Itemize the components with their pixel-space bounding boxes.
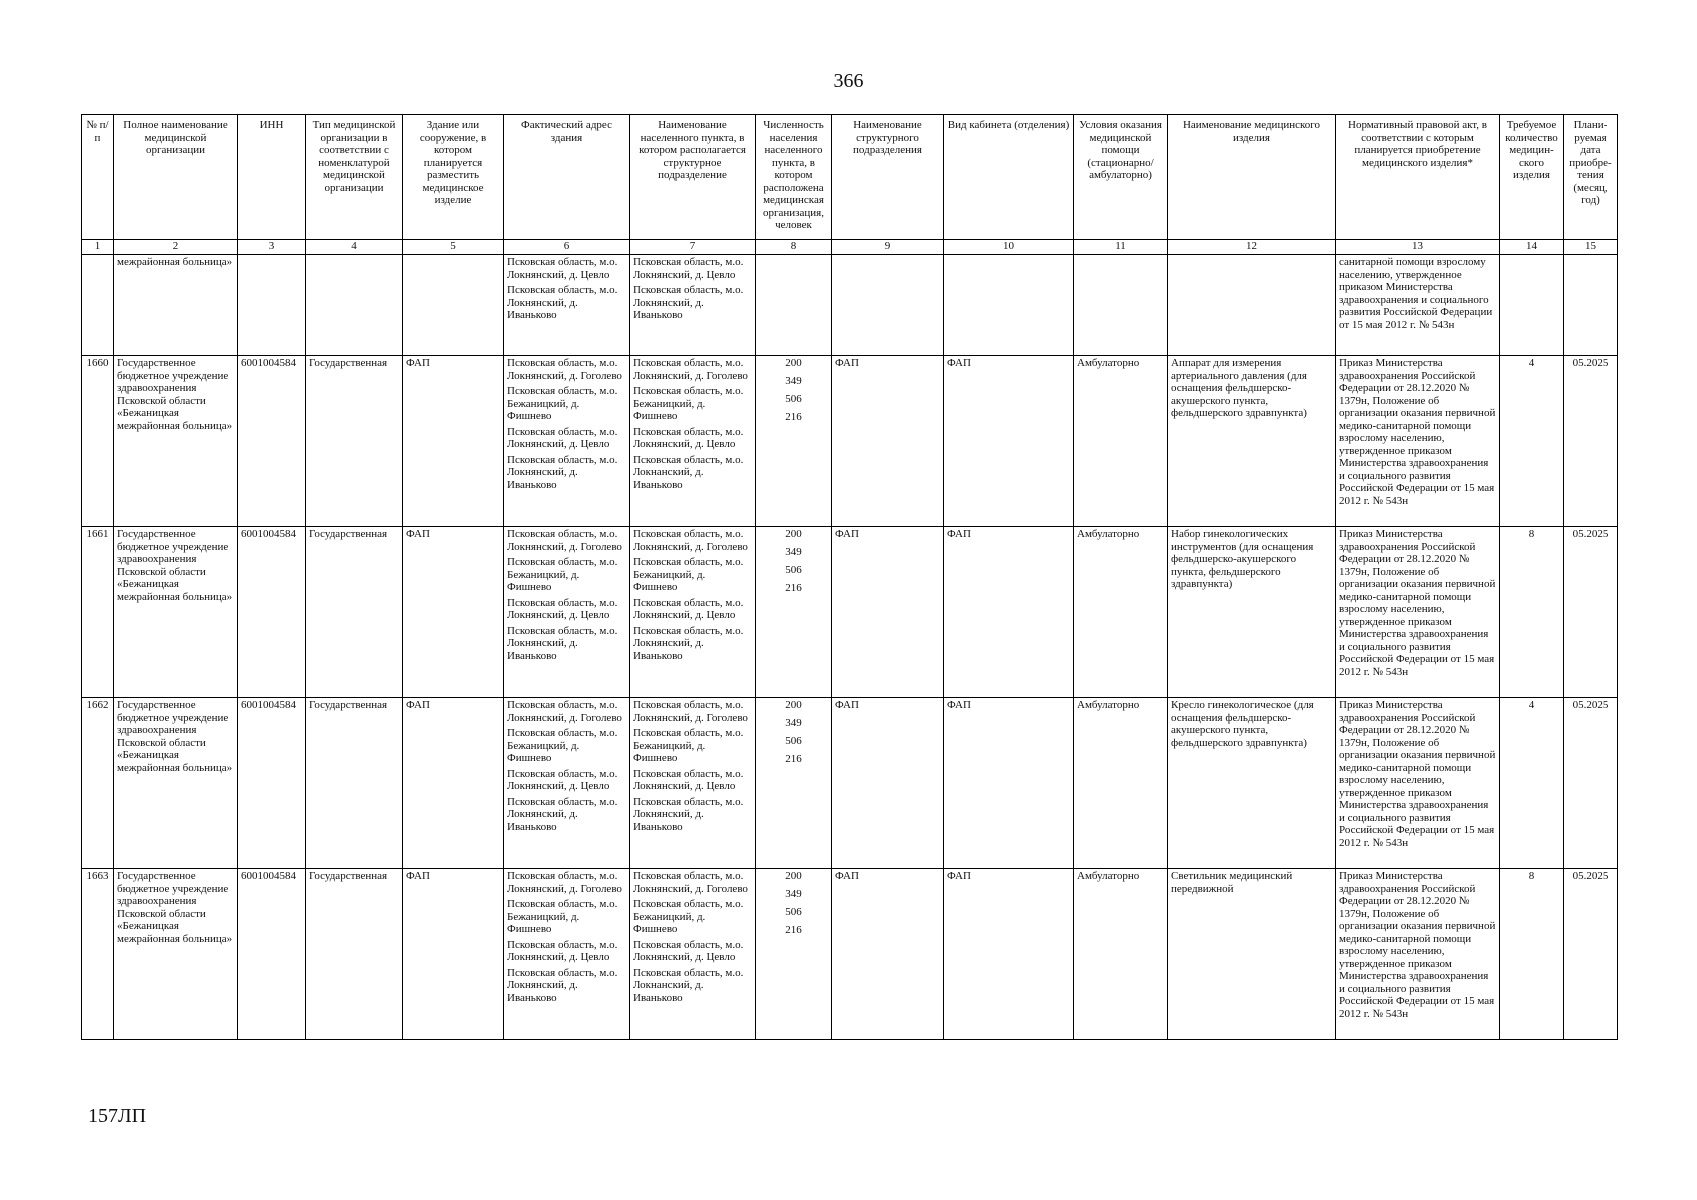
cell-building: ФАП	[403, 869, 504, 1040]
cell-address	[504, 255, 630, 356]
cell-address	[504, 698, 630, 869]
address-entry: Псковская область, м.о. Локнянский, д. Гоголево	[507, 699, 622, 724]
settlement-entry: Псковская область, м.о. Локнанский, д. Иваньково	[633, 966, 744, 1004]
header-building: Здание или сооружение, в котором планируется разместить медицинское изделие	[403, 115, 504, 240]
cell-conditions: Амбулаторно	[1074, 356, 1168, 527]
population-value: 200	[785, 870, 802, 882]
document-code: 157ЛП	[88, 1105, 147, 1127]
settlement-entry: Псковская область, м.о. Локнянский, д. Иваньково	[633, 624, 744, 662]
settlement-entry: Псковская область, м.о. Локнянский, д. Гоголево	[633, 357, 748, 382]
cell-subdivision: ФАП	[832, 527, 944, 698]
column-number: 6	[504, 240, 630, 255]
cell-building: ФАП	[403, 356, 504, 527]
cell-legal-act: Приказ Министерства здравоохранения Российской Федерации от 28.12.2020 № 1379н, Положение об организации оказания первичной медико-санитарной помощи взрослому населению, утвержденное приказом Министерства здравоохранения и социального развития Российской Федерации от 15 мая 2012 г. № 543н	[1336, 869, 1500, 1040]
population-value: 506	[785, 906, 802, 918]
cell-address	[504, 869, 630, 1040]
cell-number: 1663	[82, 869, 114, 1040]
cell-quantity	[1500, 255, 1564, 356]
cell-building: ФАП	[403, 527, 504, 698]
population-value: 216	[785, 753, 802, 765]
population-value: 216	[785, 924, 802, 936]
address-entry: Псковская область, м.о. Локнянский, д. Цевло	[507, 256, 618, 281]
address-entry: Псковская область, м.о. Локнянский, д. Гоголево	[507, 357, 622, 382]
column-number: 9	[832, 240, 944, 255]
cell-population	[756, 698, 832, 869]
cell-subdivision: ФАП	[832, 698, 944, 869]
table-row	[82, 527, 1618, 698]
cell-org-type: Государственная	[306, 527, 403, 698]
cell-conditions: Амбулаторно	[1074, 698, 1168, 869]
column-number: 12	[1168, 240, 1336, 255]
cell-organization: Государственное бюджетное учреждение здравоохранения Псковской области «Бежаницкая межрайонная больница»	[114, 527, 238, 698]
settlement-entry: Псковская область, м.о. Локнянский, д. Цевло	[633, 596, 744, 621]
cell-org-type: Государственная	[306, 356, 403, 527]
address-entry: Псковская область, м.о. Бежаницкий, д. Фишнево	[507, 385, 618, 422]
cell-address	[504, 527, 630, 698]
cell-org-type	[306, 255, 403, 356]
equipment-registry-table	[81, 114, 1618, 1040]
column-number: 1	[82, 240, 114, 255]
cell-legal-act: Приказ Министерства здравоохранения Российской Федерации от 28.12.2020 № 1379н, Положение об организации оказания первичной медико-санитарной помощи взрослому населению, утвержденное приказом Министерства здравоохранения и социального развития Российской Федерации от 15 мая 2012 г. № 543н	[1336, 356, 1500, 527]
header-population: Численность населения населенного пункта, в котором расположена медицинская организация, человек	[756, 115, 832, 240]
cell-subdivision: ФАП	[832, 356, 944, 527]
column-number: 5	[403, 240, 504, 255]
cell-legal-act: Приказ Министерства здравоохранения Российской Федерации от 28.12.2020 № 1379н, Положение об организации оказания первичной медико-санитарной помощи взрослому населению, утвержденное приказом Министерства здравоохранения и социального развития Российской Федерации от 15 мая 2012 г. № 543н	[1336, 527, 1500, 698]
population-value: 349	[785, 888, 802, 900]
settlement-entry: Псковская область, м.о. Локнянский, д. Иваньково	[633, 795, 744, 833]
cell-quantity: 4	[1500, 698, 1564, 869]
cell-inn: 6001004584	[238, 356, 306, 527]
cell-building: ФАП	[403, 698, 504, 869]
cell-settlement	[630, 255, 756, 356]
cell-cabinet: ФАП	[944, 698, 1074, 869]
header-device: Наименование медицинского изделия	[1168, 115, 1336, 240]
address-entry: Псковская область, м.о. Локнянский, д. Цевло	[507, 596, 618, 621]
cell-population	[756, 527, 832, 698]
population-value: 349	[785, 375, 802, 387]
address-entry: Псковская область, м.о. Локнянский, д. Иваньково	[507, 453, 618, 491]
population-value: 506	[785, 393, 802, 405]
population-value: 349	[785, 546, 802, 558]
cell-device	[1168, 255, 1336, 356]
column-number-row	[82, 240, 1618, 255]
header-org-type: Тип медицинской организации в соответствии с номенклатурой медицинской организации	[306, 115, 403, 240]
cell-conditions	[1074, 255, 1168, 356]
cell-number: 1661	[82, 527, 114, 698]
cell-organization: межрайонная больница»	[114, 255, 238, 356]
cell-date: 05.2025	[1564, 527, 1618, 698]
population-value: 506	[785, 735, 802, 747]
cell-organization: Государственное бюджетное учреждение здравоохранения Псковской области «Бежаницкая межрайонная больница»	[114, 869, 238, 1040]
header-inn: ИНН	[238, 115, 306, 240]
address-entry: Псковская область, м.о. Бежаницкий, д. Фишнево	[507, 556, 618, 593]
column-number: 14	[1500, 240, 1564, 255]
cell-quantity: 8	[1500, 527, 1564, 698]
table-header-row	[82, 115, 1618, 240]
continuation-row	[82, 255, 1618, 356]
population-value: 216	[785, 582, 802, 594]
cell-organization: Государственное бюджетное учреждение здравоохранения Псковской области «Бежаницкая межрайонная больница»	[114, 698, 238, 869]
cell-device: Аппарат для измерения артериального давления (для оснащения фельдшерско-акушерского пункта, фельдшерского здравпункта)	[1168, 356, 1336, 527]
header-settlement: Наименование населенного пункта, в котором располагается структурное подразделение	[630, 115, 756, 240]
cell-inn: 6001004584	[238, 698, 306, 869]
column-number: 13	[1336, 240, 1500, 255]
cell-org-type: Государственная	[306, 869, 403, 1040]
column-number: 7	[630, 240, 756, 255]
cell-org-type: Государственная	[306, 698, 403, 869]
cell-quantity: 4	[1500, 356, 1564, 527]
cell-building	[403, 255, 504, 356]
settlement-entry: Псковская область, м.о. Локнянский, д. Гоголево	[633, 699, 748, 724]
address-entry: Псковская область, м.о. Локнянский, д. Гоголево	[507, 870, 622, 895]
settlement-entry: Псковская область, м.о. Бежаницкий, д. Фишнево	[633, 385, 744, 422]
header-subdivision: Наименование структурного подразделения	[832, 115, 944, 240]
settlement-entry: Псковская область, м.о. Локнянский, д. Гоголево	[633, 870, 748, 895]
column-number: 4	[306, 240, 403, 255]
page-number: 366	[833, 70, 864, 92]
settlement-entry: Псковская область, м.о. Локнянский, д. Цевло	[633, 767, 744, 792]
cell-cabinet	[944, 255, 1074, 356]
settlement-entry: Псковская область, м.о. Локнянский, д. Цевло	[633, 256, 744, 281]
header-quantity: Требуемое количество медицин-ского изделия	[1500, 115, 1564, 240]
cell-legal-act: Приказ Министерства здравоохранения Российской Федерации от 28.12.2020 № 1379н, Положение об организации оказания первичной медико-санитарной помощи взрослому населению, утвержденное приказом Министерства здравоохранения и социального развития Российской Федерации от 15 мая 2012 г. № 543н	[1336, 698, 1500, 869]
cell-date: 05.2025	[1564, 698, 1618, 869]
cell-inn: 6001004584	[238, 527, 306, 698]
address-entry: Псковская область, м.о. Локнянский, д. Иваньково	[507, 795, 618, 833]
address-entry: Псковская область, м.о. Локнянский, д. Цевло	[507, 767, 618, 792]
settlement-entry: Псковская область, м.о. Локнянский, д. Цевло	[633, 938, 744, 963]
address-entry: Псковская область, м.о. Бежаницкий, д. Фишнево	[507, 727, 618, 764]
population-value: 349	[785, 717, 802, 729]
cell-settlement	[630, 698, 756, 869]
cell-cabinet: ФАП	[944, 356, 1074, 527]
settlement-entry: Псковская область, м.о. Локнянский, д. Цевло	[633, 425, 744, 450]
cell-population	[756, 255, 832, 356]
table-row	[82, 869, 1618, 1040]
address-entry: Псковская область, м.о. Локнянский, д. Цевло	[507, 938, 618, 963]
header-number: № п/п	[82, 115, 114, 240]
column-number: 3	[238, 240, 306, 255]
cell-cabinet: ФАП	[944, 869, 1074, 1040]
population-value: 216	[785, 411, 802, 423]
settlement-entry: Псковская область, м.о. Локнянский, д. Иваньково	[633, 284, 744, 321]
column-number: 2	[114, 240, 238, 255]
cell-population	[756, 356, 832, 527]
population-value: 506	[785, 564, 802, 576]
cell-subdivision: ФАП	[832, 869, 944, 1040]
population-value: 200	[785, 528, 802, 540]
settlement-entry: Псковская область, м.о. Локнянский, д. Гоголево	[633, 528, 748, 553]
cell-conditions: Амбулаторно	[1074, 869, 1168, 1040]
header-legal-act: Нормативный правовой акт, в соответствии с которым планируется приобретение медицинского изделия*	[1336, 115, 1500, 240]
settlement-entry: Псковская область, м.о. Локнанский, д. Иваньково	[633, 453, 744, 491]
address-entry: Псковская область, м.о. Локнянский, д. Иваньково	[507, 284, 618, 321]
cell-date: 05.2025	[1564, 869, 1618, 1040]
table-row	[82, 698, 1618, 869]
header-organization: Полное наименование медицинской организации	[114, 115, 238, 240]
cell-organization: Государственное бюджетное учреждение здравоохранения Псковской области «Бежаницкая межрайонная больница»	[114, 356, 238, 527]
column-number: 8	[756, 240, 832, 255]
population-value: 200	[785, 699, 802, 711]
settlement-entry: Псковская область, м.о. Бежаницкий, д. Фишнево	[633, 556, 744, 593]
header-cabinet: Вид кабинета (отделения)	[944, 115, 1074, 240]
cell-cabinet: ФАП	[944, 527, 1074, 698]
settlement-entry: Псковская область, м.о. Бежаницкий, д. Фишнево	[633, 898, 744, 935]
cell-quantity: 8	[1500, 869, 1564, 1040]
header-conditions: Условия оказания медицинской помощи (стационарно/ амбулаторно)	[1074, 115, 1168, 240]
cell-number	[82, 255, 114, 356]
address-entry: Псковская область, м.о. Бежаницкий, д. Фишнево	[507, 898, 618, 935]
cell-date: 05.2025	[1564, 356, 1618, 527]
cell-number: 1660	[82, 356, 114, 527]
cell-device: Кресло гинекологическое (для оснащения фельдшерско-акушерского пункта, фельдшерского здравпункта)	[1168, 698, 1336, 869]
cell-number: 1662	[82, 698, 114, 869]
column-number: 11	[1074, 240, 1168, 255]
header-address: Фактический адрес здания	[504, 115, 630, 240]
cell-address	[504, 356, 630, 527]
column-number: 10	[944, 240, 1074, 255]
address-entry: Псковская область, м.о. Локнянский, д. Цевло	[507, 425, 618, 450]
cell-conditions: Амбулаторно	[1074, 527, 1168, 698]
cell-population	[756, 869, 832, 1040]
table-row	[82, 356, 1618, 527]
cell-settlement	[630, 527, 756, 698]
cell-legal-act: санитарной помощи взрослому населению, утвержденное приказом Министерства здравоохранения и социального развития Российской Федерации от 15 мая 2012 г. № 543н	[1336, 255, 1500, 356]
header-date: Плани-руемая дата приобре-тения (месяц, год)	[1564, 115, 1618, 240]
address-entry: Псковская область, м.о. Локнянский, д. Гоголево	[507, 528, 622, 553]
cell-subdivision	[832, 255, 944, 356]
address-entry: Псковская область, м.о. Локнянский, д. Иваньково	[507, 966, 618, 1004]
cell-device: Светильник медицинский передвижной	[1168, 869, 1336, 1040]
address-entry: Псковская область, м.о. Локнянский, д. Иваньково	[507, 624, 618, 662]
column-number: 15	[1564, 240, 1618, 255]
cell-device: Набор гинекологических инструментов (для оснащения фельдшерско-акушерского пункта, фельдшерского здравпункта)	[1168, 527, 1336, 698]
cell-inn	[238, 255, 306, 356]
settlement-entry: Псковская область, м.о. Бежаницкий, д. Фишнево	[633, 727, 744, 764]
cell-settlement	[630, 869, 756, 1040]
population-value: 200	[785, 357, 802, 369]
cell-inn: 6001004584	[238, 869, 306, 1040]
cell-date	[1564, 255, 1618, 356]
cell-settlement	[630, 356, 756, 527]
